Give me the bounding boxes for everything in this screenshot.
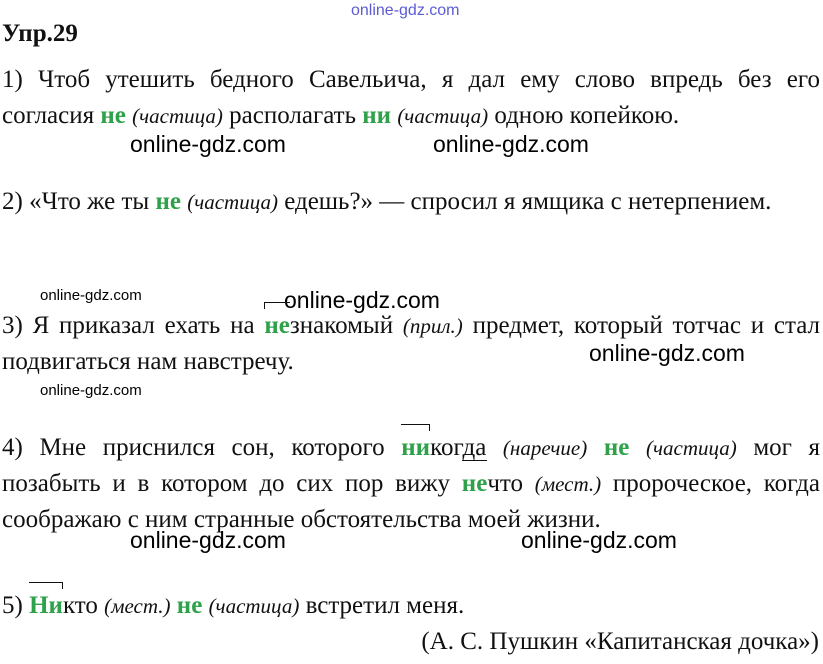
watermark: online-gdz.com: [284, 287, 440, 313]
watermark: online-gdz.com: [40, 382, 142, 399]
grammar-note: (прил.): [402, 314, 463, 338]
highlighted-particle: не: [176, 592, 203, 619]
text: предмет, который тотчас и стал подвигаться нам навстречу.: [2, 312, 821, 375]
text: когда: [430, 434, 503, 461]
watermark: online-gdz.com: [130, 131, 286, 157]
watermark: online-gdz.com: [521, 527, 677, 553]
text: кто: [62, 592, 105, 619]
grammar-note: (частица): [132, 104, 223, 128]
source-citation: (А. С. Пушкин «Капитанская дочка»): [421, 628, 819, 655]
prefix-ne: не: [462, 466, 488, 502]
text: что: [487, 470, 535, 497]
watermark-top: online-gdz.com: [351, 2, 460, 19]
watermark: online-gdz.com: [589, 340, 745, 366]
text: пророческое, когда соображаю с ним странные обстоятельства моей жизни.: [2, 470, 820, 533]
grammar-note: (мест.): [534, 472, 602, 496]
text: встретил меня.: [299, 592, 465, 619]
text: 1) Чтоб утешить бедного Савельича, я дал ему слово впредь без его согласия: [2, 66, 820, 129]
prefix-ni: ни: [401, 430, 430, 466]
highlighted-particle: не: [100, 102, 126, 129]
grammar-note: (мест.): [104, 594, 171, 618]
text: мог я позабыть и в котором до сих пор вижу: [2, 434, 821, 497]
prefix-ne: не: [264, 308, 290, 344]
sentence-5: [2, 588, 820, 624]
highlighted-particle: ни: [362, 102, 392, 129]
text: располагать: [222, 102, 363, 129]
exercise-title: Упр.29: [2, 20, 78, 47]
watermark: online-gdz.com: [40, 287, 142, 304]
text: 3) Я приказал ехать на: [2, 312, 265, 339]
sentence-1: [2, 62, 820, 134]
text: 2) «Что же ты: [2, 188, 156, 215]
grammar-note: (частица): [645, 436, 737, 460]
text: одною копейкою.: [488, 102, 680, 129]
highlighted-particle: не: [603, 434, 630, 461]
watermark: online-gdz.com: [433, 131, 589, 157]
text: едешь?» — спросил я ямщика с нетерпением.: [277, 188, 772, 215]
text: 4) Мне приснился сон, которого: [2, 434, 402, 461]
grammar-note: (частица): [187, 190, 278, 214]
grammar-note: (частица): [397, 104, 489, 128]
grammar-note: (наречие): [502, 436, 588, 460]
sentence-2: [2, 184, 820, 220]
highlighted-particle: не: [155, 188, 181, 215]
watermark: online-gdz.com: [130, 527, 286, 553]
sentence-4: [2, 430, 820, 538]
text: 5): [2, 592, 30, 619]
prefix-ni: Ни: [29, 588, 63, 624]
grammar-note: (частица): [208, 594, 300, 618]
text: знакомый: [289, 312, 403, 339]
